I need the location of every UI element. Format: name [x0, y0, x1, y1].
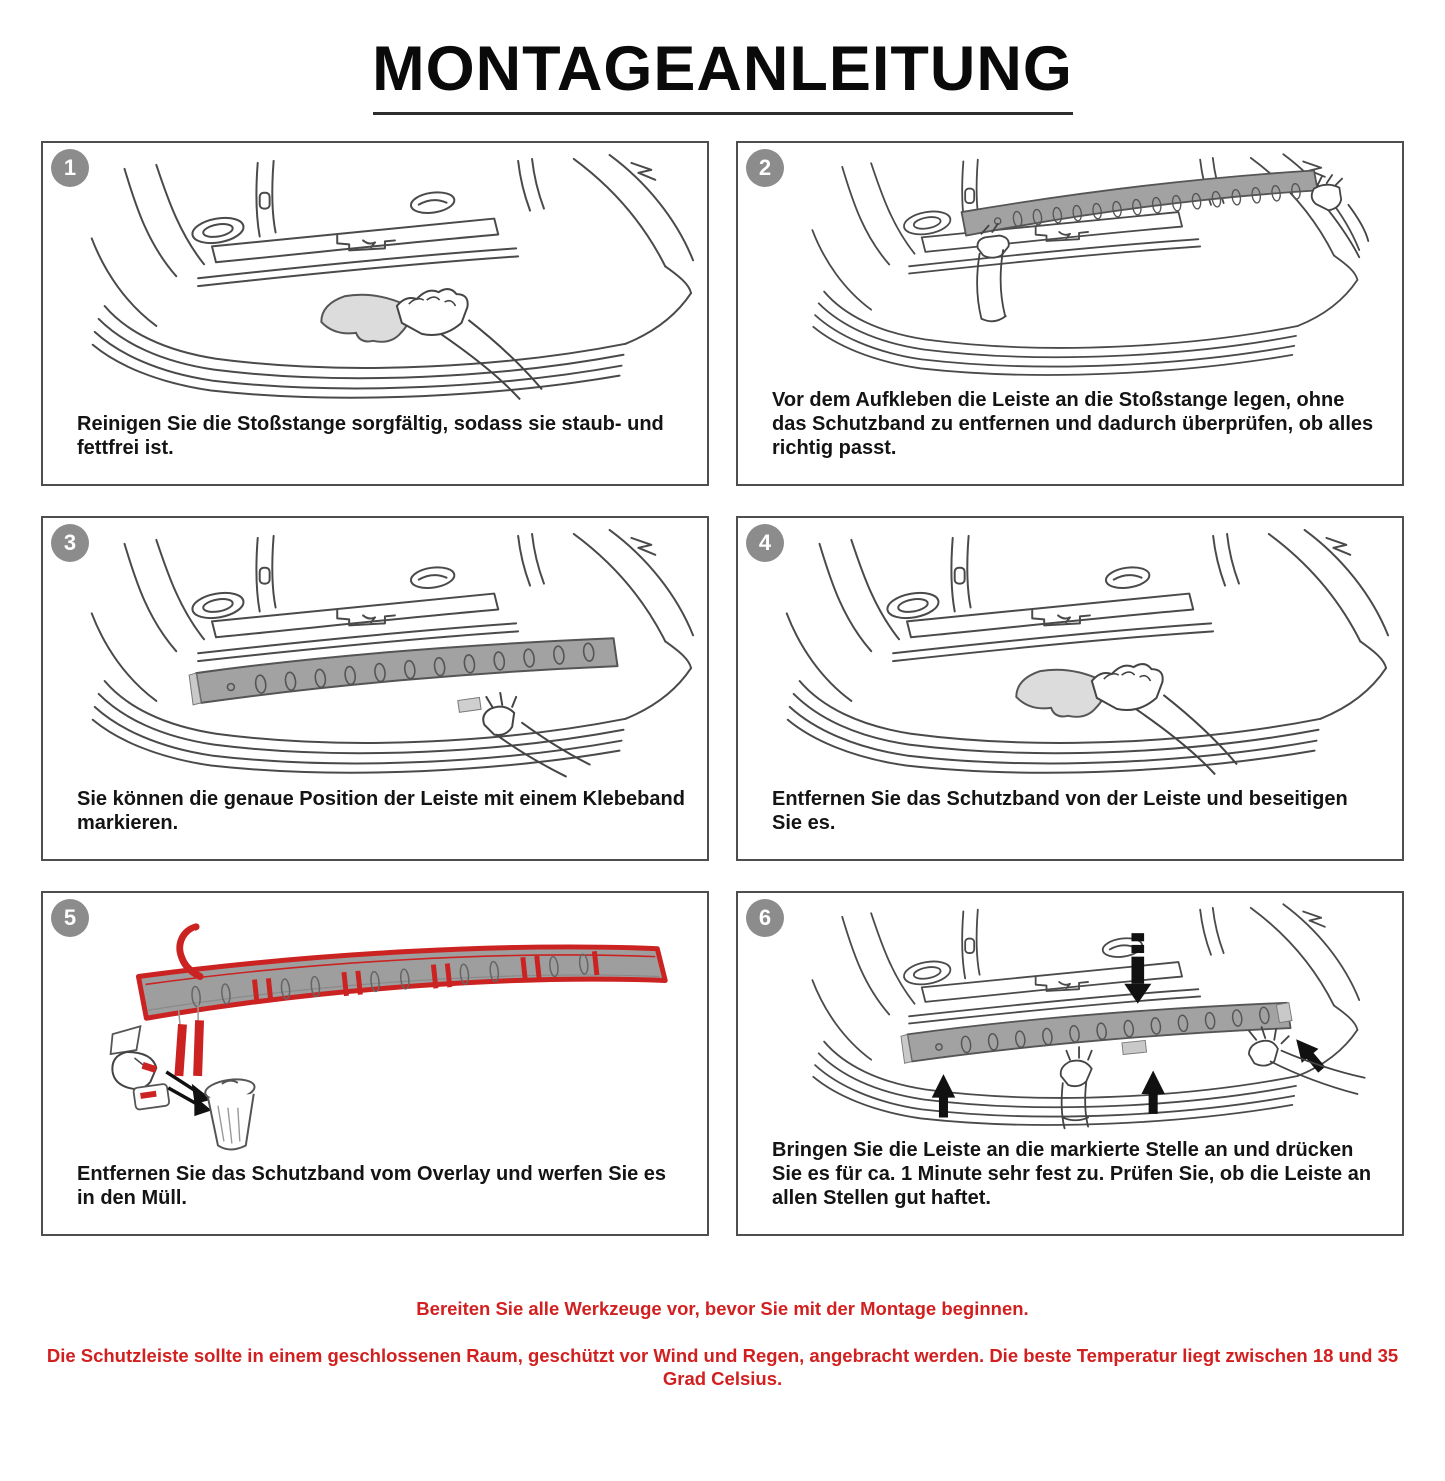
- step-1-illustration-area: [43, 143, 707, 406]
- footer-warning-line-1: Bereiten Sie alle Werkzeuge vor, bevor Sie mit der Montage beginnen.: [416, 1298, 1029, 1320]
- step-panel-3: [41, 516, 709, 861]
- step-panel-1: [41, 141, 709, 486]
- instruction-steps-grid: [41, 141, 1404, 1236]
- footer-warning-line-2: Die Schutzleiste sollte in einem geschlossenen Raum, geschützt vor Wind und Regen, angebracht werden. Die beste Temperatur liegt zwischen 18 und 35 Grad Celsius.: [46, 1345, 1399, 1390]
- step-caption: Bringen Sie die Leiste an die markierte Stelle an und drücken Sie es für ca. 1 Minute sehr fest zu. Prüfen Sie, ob die Leiste an allen Stellen gut haftet.: [772, 1139, 1372, 1210]
- step-caption: Vor dem Aufkleben die Leiste an die Stoßstange legen, ohne das Schutzband zu entfernen und dadurch überprüfen, ob alles richtig passt.: [772, 389, 1374, 460]
- step-6-illustration-area: [738, 893, 1402, 1132]
- peel-band-into-trash-illustration: [47, 897, 703, 1156]
- step-panel-5: [41, 891, 709, 1236]
- step-number-badge: 6: [746, 899, 784, 937]
- strip-test-fit-illustration: [742, 147, 1398, 382]
- step-caption: Reinigen Sie die Stoßstange sorgfältig, sodass sie staub- und fettfrei ist.: [77, 413, 664, 460]
- step-panel-2: [736, 141, 1404, 486]
- step-caption: Entfernen Sie das Schutzband vom Overlay und werfen Sie es in den Müll.: [77, 1163, 667, 1210]
- step-number-badge: 1: [51, 149, 89, 187]
- step-panel-6: [736, 891, 1404, 1236]
- title-underline: [373, 112, 1073, 115]
- step-number-badge: 4: [746, 524, 784, 562]
- page-title: MONTAGEANLEITUNG: [372, 34, 1073, 104]
- step-3-illustration-area: [43, 518, 707, 781]
- step-number-badge: 5: [51, 899, 89, 937]
- step-4-illustration-area: [738, 518, 1402, 781]
- step-number-badge: 3: [51, 524, 89, 562]
- footer-warnings: [0, 1298, 1445, 1390]
- step-caption: Entfernen Sie das Schutzband von der Leiste und beseitigen Sie es.: [772, 788, 1348, 835]
- remove-protective-band-illustration: [742, 522, 1398, 781]
- press-strip-illustration: [742, 897, 1398, 1132]
- bumper-cleaning-illustration: [47, 147, 703, 406]
- step-number-badge: 2: [746, 149, 784, 187]
- step-caption: Sie können die genaue Position der Leiste mit einem Klebeband markieren.: [77, 788, 685, 835]
- step-5-illustration-area: [43, 893, 707, 1156]
- step-panel-4: [736, 516, 1404, 861]
- strip-marking-illustration: [47, 522, 703, 781]
- step-2-illustration-area: [738, 143, 1402, 382]
